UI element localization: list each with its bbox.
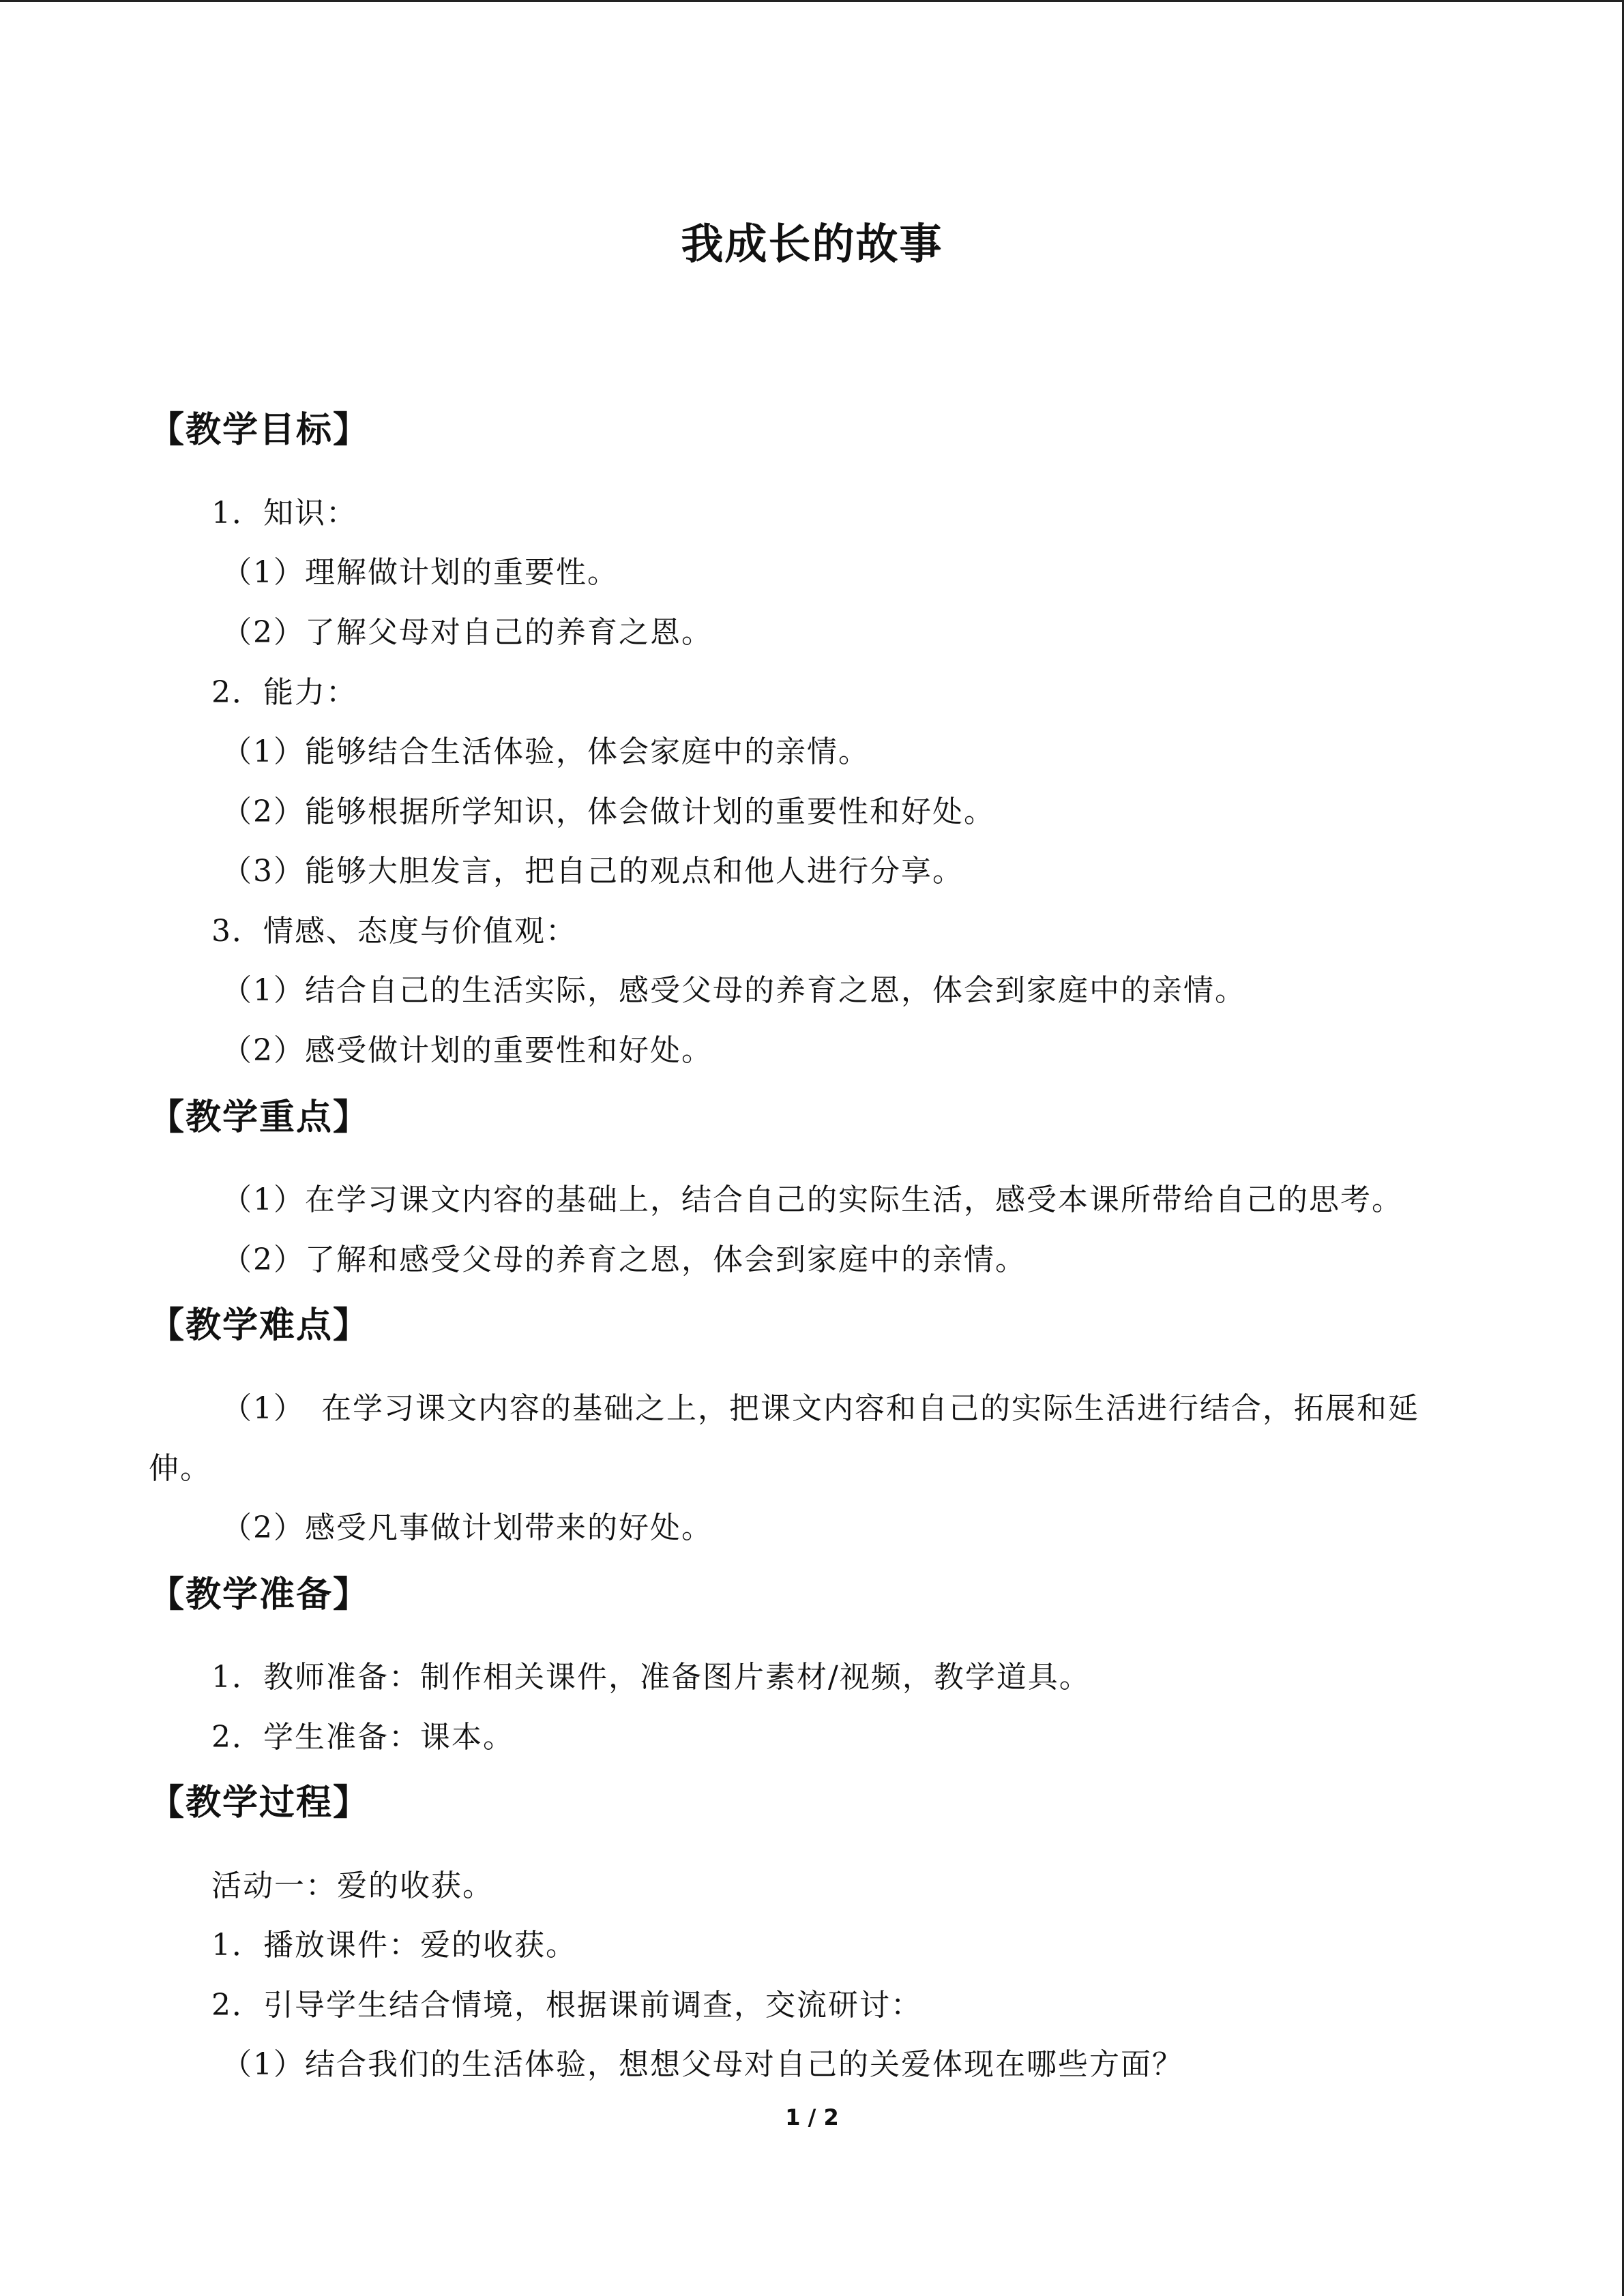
page-number: 1 / 2 xyxy=(785,2104,839,2130)
goals-emotion-label: 3．情感、态度与价值观： xyxy=(211,914,577,949)
goals-ability-item: （2）能够根据所学知识，体会做计划的重要性和好处。 xyxy=(222,794,995,829)
section-heading-difficulty: 【教学难点】 xyxy=(149,1304,370,1346)
process-step: 1．播放课件：爱的收获。 xyxy=(211,1928,577,1963)
focus-item: （1）在学习课文内容的基础上，结合自己的实际生活，感受本课所带给自己的思考。 xyxy=(222,1182,1403,1217)
section-heading-preparation: 【教学准备】 xyxy=(149,1574,370,1615)
goals-knowledge-item: （1）理解做计划的重要性。 xyxy=(222,555,619,590)
goals-knowledge-item: （2）了解父母对自己的养育之恩。 xyxy=(222,615,713,650)
focus-item: （2）了解和感受父母的养育之恩，体会到家庭中的亲情。 xyxy=(222,1242,1027,1277)
goals-emotion-item: （1）结合自己的生活实际，感受父母的养育之恩，体会到家庭中的亲情。 xyxy=(222,973,1246,1008)
difficulty-item: （2）感受凡事做计划带来的好处。 xyxy=(222,1510,713,1545)
section-heading-focus: 【教学重点】 xyxy=(149,1097,370,1138)
goals-ability-item: （1）能够结合生活体验，体会家庭中的亲情。 xyxy=(222,734,870,769)
goals-emotion-item: （2）感受做计划的重要性和好处。 xyxy=(222,1033,713,1068)
difficulty-item-continuation: 伸。 xyxy=(149,1451,211,1486)
preparation-item: 1．教师准备：制作相关课件，准备图片素材/视频，教学道具。 xyxy=(211,1660,1091,1695)
process-step: 2．引导学生结合情境，根据课前调查，交流研讨： xyxy=(211,1988,922,2023)
difficulty-item: （1） 在学习课文内容的基础之上，把课文内容和自己的实际生活进行结合，拓展和延 xyxy=(222,1391,1419,1426)
goals-ability-item: （3）能够大胆发言，把自己的观点和他人进行分享。 xyxy=(222,854,964,889)
goals-knowledge-label: 1．知识： xyxy=(211,496,357,531)
document-title: 我成长的故事 xyxy=(681,219,943,269)
section-heading-goals: 【教学目标】 xyxy=(149,409,370,451)
goals-ability-label: 2．能力： xyxy=(211,675,357,710)
process-substep: （1）结合我们的生活体验，想想父母对自己的关爱体现在哪些方面？ xyxy=(222,2047,1183,2082)
section-heading-process: 【教学过程】 xyxy=(149,1782,370,1823)
process-activity: 活动一：爱的收获。 xyxy=(211,1868,494,1903)
preparation-item: 2．学生准备：课本。 xyxy=(211,1720,514,1755)
